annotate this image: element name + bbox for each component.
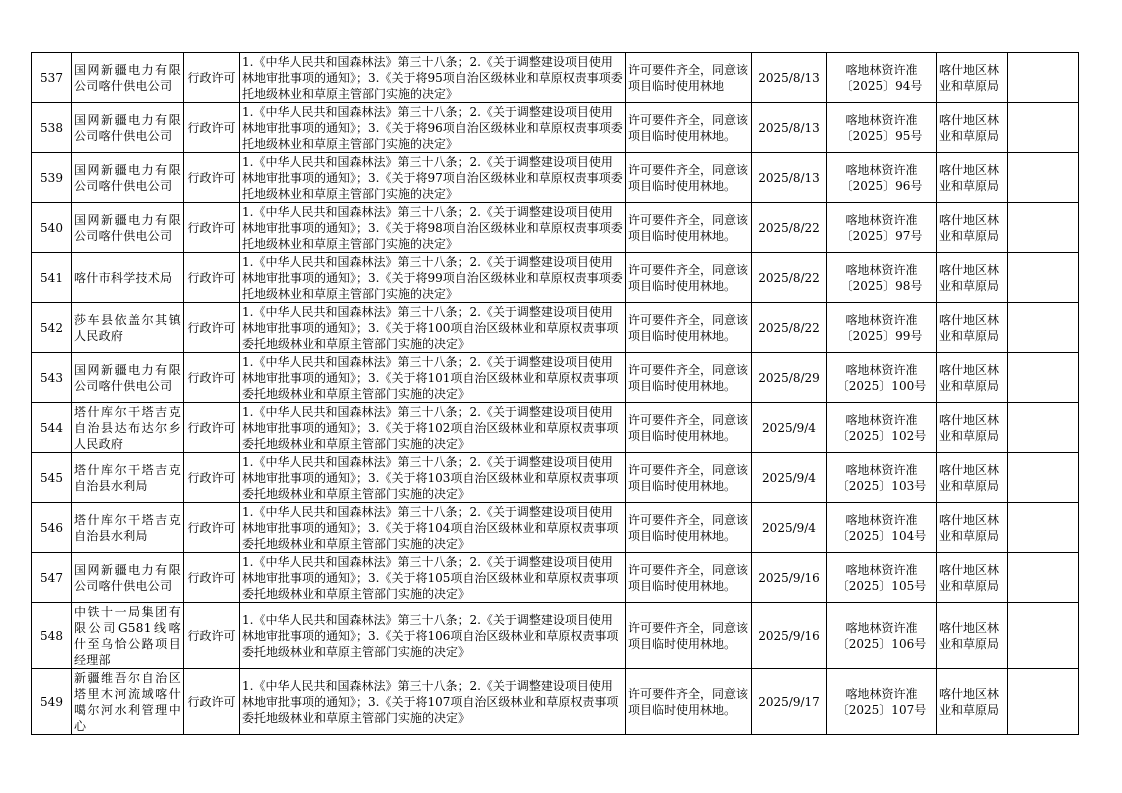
empty-cell bbox=[1008, 153, 1079, 203]
applicant-name bbox=[72, 303, 184, 353]
table-row bbox=[32, 553, 1079, 603]
document-number bbox=[827, 453, 937, 503]
permit-type bbox=[184, 53, 240, 103]
applicant-name-text: 国网新疆电力有限公司喀什供电公司 bbox=[74, 212, 181, 243]
permit-type-text: 行政许可 bbox=[187, 628, 236, 643]
record-number bbox=[32, 553, 72, 603]
document-number-text: 喀地林资许准〔2025〕96号 bbox=[840, 162, 923, 193]
legal-basis-text: 1.《中华人民共和国森林法》第三十八条；2.《关于调整建设项目使用林地审批事项的通知》；3.《关于将98项自治区级林业和草原权责事项委托地级林业和草原主管部门实施的决定》 bbox=[242, 204, 623, 251]
applicant-name bbox=[72, 103, 184, 153]
record-number bbox=[32, 303, 72, 353]
document-number bbox=[827, 403, 937, 453]
table-row bbox=[32, 453, 1079, 503]
record-number-text: 543 bbox=[40, 370, 63, 385]
document-number bbox=[827, 553, 937, 603]
table-row bbox=[32, 603, 1079, 669]
record-number bbox=[32, 103, 72, 153]
decision-result-text: 许可要件齐全，同意该项目临时使用林地。 bbox=[628, 312, 749, 343]
table-row bbox=[32, 503, 1079, 553]
decision-result bbox=[626, 403, 752, 453]
record-number-text: 547 bbox=[40, 570, 63, 585]
decision-result-text: 许可要件齐全，同意该项目临时使用林地。 bbox=[628, 686, 749, 717]
decision-result-text: 许可要件齐全，同意该项目临时使用林地。 bbox=[628, 262, 749, 293]
issuing-department-text: 喀什地区林业和草原局 bbox=[939, 562, 1000, 593]
applicant-name bbox=[72, 503, 184, 553]
decision-date-text: 2025/9/16 bbox=[758, 570, 820, 585]
legal-basis bbox=[240, 203, 626, 253]
document-number-text: 喀地林资许准〔2025〕100号 bbox=[836, 362, 927, 393]
record-number bbox=[32, 503, 72, 553]
record-number-text: 548 bbox=[40, 628, 63, 643]
document-number bbox=[827, 353, 937, 403]
permit-type bbox=[184, 603, 240, 669]
table-row bbox=[32, 403, 1079, 453]
decision-result bbox=[626, 203, 752, 253]
decision-date bbox=[752, 303, 827, 353]
legal-basis bbox=[240, 503, 626, 553]
issuing-department-text: 喀什地区林业和草原局 bbox=[939, 462, 1000, 493]
decision-result bbox=[626, 153, 752, 203]
decision-date-text: 2025/8/13 bbox=[758, 70, 820, 85]
permit-type-text: 行政许可 bbox=[187, 420, 236, 435]
issuing-department bbox=[937, 503, 1008, 553]
legal-basis-text: 1.《中华人民共和国森林法》第三十八条；2.《关于调整建设项目使用林地审批事项的通知》；3.《关于将100项自治区级林业和草原权责事项委托地级林业和草原主管部门实施的决定》 bbox=[242, 304, 619, 351]
issuing-department-text: 喀什地区林业和草原局 bbox=[939, 412, 1000, 443]
document-number bbox=[827, 103, 937, 153]
decision-date bbox=[752, 503, 827, 553]
issuing-department-text: 喀什地区林业和草原局 bbox=[939, 312, 1000, 343]
decision-result-text: 许可要件齐全，同意该项目临时使用林地。 bbox=[628, 362, 749, 393]
decision-result-text: 许可要件齐全，同意该项目临时使用林地。 bbox=[628, 562, 749, 593]
empty-cell bbox=[1008, 253, 1079, 303]
permit-type-text: 行政许可 bbox=[187, 320, 236, 335]
applicant-name-text: 新疆维吾尔自治区塔里木河流域喀什噶尔河水利管理中心 bbox=[74, 670, 181, 733]
record-number-text: 537 bbox=[40, 70, 63, 85]
decision-result-text: 许可要件齐全，同意该项目临时使用林地。 bbox=[628, 462, 749, 493]
permit-type bbox=[184, 253, 240, 303]
record-number bbox=[32, 203, 72, 253]
record-number-text: 540 bbox=[40, 220, 63, 235]
decision-date-text: 2025/9/4 bbox=[762, 520, 816, 535]
empty-cell bbox=[1008, 353, 1079, 403]
table-row bbox=[32, 253, 1079, 303]
decision-result-text: 许可要件齐全，同意该项目临时使用林地。 bbox=[628, 112, 749, 143]
record-number-text: 539 bbox=[40, 170, 63, 185]
legal-basis-text: 1.《中华人民共和国森林法》第三十八条；2.《关于调整建设项目使用林地审批事项的通知》；3.《关于将106项自治区级林业和草原权责事项委托地级林业和草原主管部门实施的决定》 bbox=[242, 612, 619, 659]
decision-result bbox=[626, 553, 752, 603]
legal-basis bbox=[240, 669, 626, 735]
permit-type bbox=[184, 303, 240, 353]
record-number-text: 538 bbox=[40, 120, 63, 135]
decision-date bbox=[752, 353, 827, 403]
record-number bbox=[32, 603, 72, 669]
permit-type-text: 行政许可 bbox=[187, 120, 236, 135]
issuing-department bbox=[937, 253, 1008, 303]
document-number bbox=[827, 603, 937, 669]
permit-type bbox=[184, 453, 240, 503]
empty-cell bbox=[1008, 53, 1079, 103]
issuing-department-text: 喀什地区林业和草原局 bbox=[939, 686, 1000, 717]
record-number-text: 542 bbox=[40, 320, 63, 335]
permit-type bbox=[184, 103, 240, 153]
applicant-name bbox=[72, 553, 184, 603]
empty-cell bbox=[1008, 503, 1079, 553]
decision-date-text: 2025/8/13 bbox=[758, 120, 820, 135]
table-row bbox=[32, 153, 1079, 203]
applicant-name bbox=[72, 603, 184, 669]
applicant-name-text: 塔什库尔干塔吉克自治县水利局 bbox=[74, 512, 181, 543]
empty-cell bbox=[1008, 303, 1079, 353]
legal-basis-text: 1.《中华人民共和国森林法》第三十八条；2.《关于调整建设项目使用林地审批事项的通知》；3.《关于将97项自治区级林业和草原权责事项委托地级林业和草原主管部门实施的决定》 bbox=[242, 154, 623, 201]
issuing-department-text: 喀什地区林业和草原局 bbox=[939, 162, 1000, 193]
table-body bbox=[32, 53, 1079, 735]
document-number bbox=[827, 203, 937, 253]
decision-date-text: 2025/8/22 bbox=[758, 320, 820, 335]
issuing-department-text: 喀什地区林业和草原局 bbox=[939, 512, 1000, 543]
issuing-department bbox=[937, 403, 1008, 453]
record-number bbox=[32, 53, 72, 103]
decision-result-text: 许可要件齐全，同意该项目临时使用林地。 bbox=[628, 512, 749, 543]
record-number bbox=[32, 353, 72, 403]
legal-basis bbox=[240, 353, 626, 403]
issuing-department bbox=[937, 603, 1008, 669]
legal-basis-text: 1.《中华人民共和国森林法》第三十八条；2.《关于调整建设项目使用林地审批事项的通知》；3.《关于将102项自治区级林业和草原权责事项委托地级林业和草原主管部门实施的决定》 bbox=[242, 404, 619, 451]
issuing-department bbox=[937, 203, 1008, 253]
record-number bbox=[32, 669, 72, 735]
empty-cell bbox=[1008, 669, 1079, 735]
applicant-name bbox=[72, 153, 184, 203]
decision-date bbox=[752, 153, 827, 203]
applicant-name bbox=[72, 453, 184, 503]
legal-basis bbox=[240, 403, 626, 453]
permit-type-text: 行政许可 bbox=[187, 170, 236, 185]
table-row bbox=[32, 203, 1079, 253]
applicant-name bbox=[72, 253, 184, 303]
applicant-name-text: 塔什库尔干塔吉克自治县水利局 bbox=[74, 462, 181, 493]
issuing-department bbox=[937, 553, 1008, 603]
permit-type bbox=[184, 669, 240, 735]
permit-type-text: 行政许可 bbox=[187, 694, 236, 709]
decision-date-text: 2025/8/22 bbox=[758, 270, 820, 285]
legal-basis-text: 1.《中华人民共和国森林法》第三十八条；2.《关于调整建设项目使用林地审批事项的通知》；3.《关于将104项自治区级林业和草原权责事项委托地级林业和草原主管部门实施的决定》 bbox=[242, 504, 619, 551]
applicant-name-text: 国网新疆电力有限公司喀什供电公司 bbox=[74, 112, 181, 143]
issuing-department bbox=[937, 153, 1008, 203]
applicant-name-text: 喀什市科学技术局 bbox=[74, 270, 173, 285]
document-number bbox=[827, 53, 937, 103]
document-number-text: 喀地林资许准〔2025〕104号 bbox=[836, 512, 927, 543]
decision-result-text: 许可要件齐全，同意该项目临时使用林地 bbox=[628, 62, 749, 93]
record-number bbox=[32, 153, 72, 203]
applicant-name bbox=[72, 353, 184, 403]
decision-date-text: 2025/9/4 bbox=[762, 470, 816, 485]
decision-date-text: 2025/8/29 bbox=[758, 370, 820, 385]
permit-type-text: 行政许可 bbox=[187, 570, 236, 585]
empty-cell bbox=[1008, 203, 1079, 253]
applicant-name bbox=[72, 53, 184, 103]
decision-date bbox=[752, 553, 827, 603]
empty-cell bbox=[1008, 553, 1079, 603]
decision-result-text: 许可要件齐全，同意该项目临时使用林地。 bbox=[628, 412, 749, 443]
decision-date bbox=[752, 453, 827, 503]
record-number-text: 549 bbox=[40, 694, 63, 709]
issuing-department-text: 喀什地区林业和草原局 bbox=[939, 362, 1000, 393]
document-number-text: 喀地林资许准〔2025〕107号 bbox=[836, 686, 927, 717]
permit-table bbox=[31, 52, 1079, 735]
decision-result-text: 许可要件齐全，同意该项目临时使用林地。 bbox=[628, 162, 749, 193]
decision-result bbox=[626, 353, 752, 403]
table-row bbox=[32, 103, 1079, 153]
permit-type bbox=[184, 203, 240, 253]
empty-cell bbox=[1008, 453, 1079, 503]
record-number bbox=[32, 253, 72, 303]
record-number bbox=[32, 403, 72, 453]
applicant-name bbox=[72, 669, 184, 735]
issuing-department bbox=[937, 453, 1008, 503]
legal-basis bbox=[240, 253, 626, 303]
legal-basis-text: 1.《中华人民共和国森林法》第三十八条；2.《关于调整建设项目使用林地审批事项的通知》；3.《关于将105项自治区级林业和草原权责事项委托地级林业和草原主管部门实施的决定》 bbox=[242, 554, 619, 601]
document-number-text: 喀地林资许准〔2025〕105号 bbox=[836, 562, 927, 593]
decision-date bbox=[752, 403, 827, 453]
decision-result bbox=[626, 603, 752, 669]
issuing-department-text: 喀什地区林业和草原局 bbox=[939, 262, 1000, 293]
decision-result-text: 许可要件齐全，同意该项目临时使用林地。 bbox=[628, 212, 749, 243]
applicant-name bbox=[72, 203, 184, 253]
decision-date bbox=[752, 53, 827, 103]
legal-basis bbox=[240, 153, 626, 203]
legal-basis-text: 1.《中华人民共和国森林法》第三十八条；2.《关于调整建设项目使用林地审批事项的通知》；3.《关于将103项自治区级林业和草原权责事项委托地级林业和草原主管部门实施的决定》 bbox=[242, 454, 619, 501]
issuing-department-text: 喀什地区林业和草原局 bbox=[939, 620, 1000, 651]
decision-result bbox=[626, 503, 752, 553]
applicant-name-text: 塔什库尔干塔吉克自治县达布达尔乡人民政府 bbox=[74, 404, 181, 451]
decision-result bbox=[626, 303, 752, 353]
record-number-text: 544 bbox=[40, 420, 63, 435]
decision-result bbox=[626, 53, 752, 103]
record-number-text: 541 bbox=[40, 270, 63, 285]
legal-basis-text: 1.《中华人民共和国森林法》第三十八条；2.《关于调整建设项目使用林地审批事项的通知》；3.《关于将99项自治区级林业和草原权责事项委托地级林业和草原主管部门实施的决定》 bbox=[242, 254, 623, 301]
decision-result bbox=[626, 453, 752, 503]
permit-type-text: 行政许可 bbox=[187, 520, 236, 535]
applicant-name-text: 国网新疆电力有限公司喀什供电公司 bbox=[74, 62, 181, 93]
table-row bbox=[32, 353, 1079, 403]
decision-date-text: 2025/8/13 bbox=[758, 170, 820, 185]
applicant-name-text: 国网新疆电力有限公司喀什供电公司 bbox=[74, 562, 181, 593]
decision-date-text: 2025/9/16 bbox=[758, 628, 820, 643]
document-number bbox=[827, 253, 937, 303]
legal-basis bbox=[240, 53, 626, 103]
document-number-text: 喀地林资许准〔2025〕103号 bbox=[836, 462, 927, 493]
document-number-text: 喀地林资许准〔2025〕94号 bbox=[840, 62, 923, 93]
legal-basis-text: 1.《中华人民共和国森林法》第三十八条；2.《关于调整建设项目使用林地审批事项的通知》；3.《关于将107项自治区级林业和草原权责事项委托地级林业和草原主管部门实施的决定》 bbox=[242, 678, 619, 725]
decision-date bbox=[752, 603, 827, 669]
empty-cell bbox=[1008, 103, 1079, 153]
legal-basis-text: 1.《中华人民共和国森林法》第三十八条；2.《关于调整建设项目使用林地审批事项的通知》；3.《关于将95项自治区级林业和草原权责事项委托地级林业和草原主管部门实施的决定》 bbox=[242, 54, 623, 101]
permit-type-text: 行政许可 bbox=[187, 70, 236, 85]
permit-type-text: 行政许可 bbox=[187, 220, 236, 235]
issuing-department-text: 喀什地区林业和草原局 bbox=[939, 112, 1000, 143]
decision-date bbox=[752, 253, 827, 303]
legal-basis-text: 1.《中华人民共和国森林法》第三十八条；2.《关于调整建设项目使用林地审批事项的通知》；3.《关于将96项自治区级林业和草原权责事项委托地级林业和草原主管部门实施的决定》 bbox=[242, 104, 623, 151]
issuing-department bbox=[937, 53, 1008, 103]
decision-date bbox=[752, 103, 827, 153]
permit-type bbox=[184, 503, 240, 553]
empty-cell bbox=[1008, 403, 1079, 453]
permit-type bbox=[184, 553, 240, 603]
issuing-department bbox=[937, 303, 1008, 353]
document-number bbox=[827, 303, 937, 353]
decision-date bbox=[752, 669, 827, 735]
permit-type bbox=[184, 153, 240, 203]
legal-basis bbox=[240, 303, 626, 353]
legal-basis-text: 1.《中华人民共和国森林法》第三十八条；2.《关于调整建设项目使用林地审批事项的通知》；3.《关于将101项自治区级林业和草原权责事项委托地级林业和草原主管部门实施的决定》 bbox=[242, 354, 619, 401]
decision-result-text: 许可要件齐全，同意该项目临时使用林地。 bbox=[628, 620, 749, 651]
document-number bbox=[827, 153, 937, 203]
applicant-name-text: 中铁十一局集团有限公司G581线喀什至乌恰公路项目经理部 bbox=[74, 604, 181, 667]
applicant-name bbox=[72, 403, 184, 453]
document-number-text: 喀地林资许准〔2025〕106号 bbox=[836, 620, 927, 651]
decision-date-text: 2025/9/17 bbox=[758, 694, 820, 709]
permit-type-text: 行政许可 bbox=[187, 470, 236, 485]
applicant-name-text: 国网新疆电力有限公司喀什供电公司 bbox=[74, 162, 181, 193]
legal-basis bbox=[240, 553, 626, 603]
document-number bbox=[827, 669, 937, 735]
table-row bbox=[32, 669, 1079, 735]
decision-date bbox=[752, 203, 827, 253]
issuing-department-text: 喀什地区林业和草原局 bbox=[939, 62, 1000, 93]
document-number bbox=[827, 503, 937, 553]
record-number bbox=[32, 453, 72, 503]
permit-type-text: 行政许可 bbox=[187, 270, 236, 285]
legal-basis bbox=[240, 103, 626, 153]
decision-result bbox=[626, 103, 752, 153]
applicant-name-text: 国网新疆电力有限公司喀什供电公司 bbox=[74, 362, 181, 393]
document-number-text: 喀地林资许准〔2025〕95号 bbox=[840, 112, 923, 143]
document-number-text: 喀地林资许准〔2025〕98号 bbox=[840, 262, 923, 293]
decision-result bbox=[626, 669, 752, 735]
document-number-text: 喀地林资许准〔2025〕102号 bbox=[836, 412, 927, 443]
permit-type-text: 行政许可 bbox=[187, 370, 236, 385]
issuing-department bbox=[937, 669, 1008, 735]
permit-type bbox=[184, 353, 240, 403]
table-row bbox=[32, 303, 1079, 353]
permit-type bbox=[184, 403, 240, 453]
record-number-text: 545 bbox=[40, 470, 63, 485]
legal-basis bbox=[240, 603, 626, 669]
issuing-department-text: 喀什地区林业和草原局 bbox=[939, 212, 1000, 243]
issuing-department bbox=[937, 353, 1008, 403]
record-number-text: 546 bbox=[40, 520, 63, 535]
applicant-name-text: 莎车县依盖尔其镇人民政府 bbox=[74, 312, 181, 343]
decision-result bbox=[626, 253, 752, 303]
document-number-text: 喀地林资许准〔2025〕97号 bbox=[840, 212, 923, 243]
legal-basis bbox=[240, 453, 626, 503]
empty-cell bbox=[1008, 603, 1079, 669]
decision-date-text: 2025/8/22 bbox=[758, 220, 820, 235]
table-row bbox=[32, 53, 1079, 103]
document-number-text: 喀地林资许准〔2025〕99号 bbox=[840, 312, 923, 343]
issuing-department bbox=[937, 103, 1008, 153]
decision-date-text: 2025/9/4 bbox=[762, 420, 816, 435]
